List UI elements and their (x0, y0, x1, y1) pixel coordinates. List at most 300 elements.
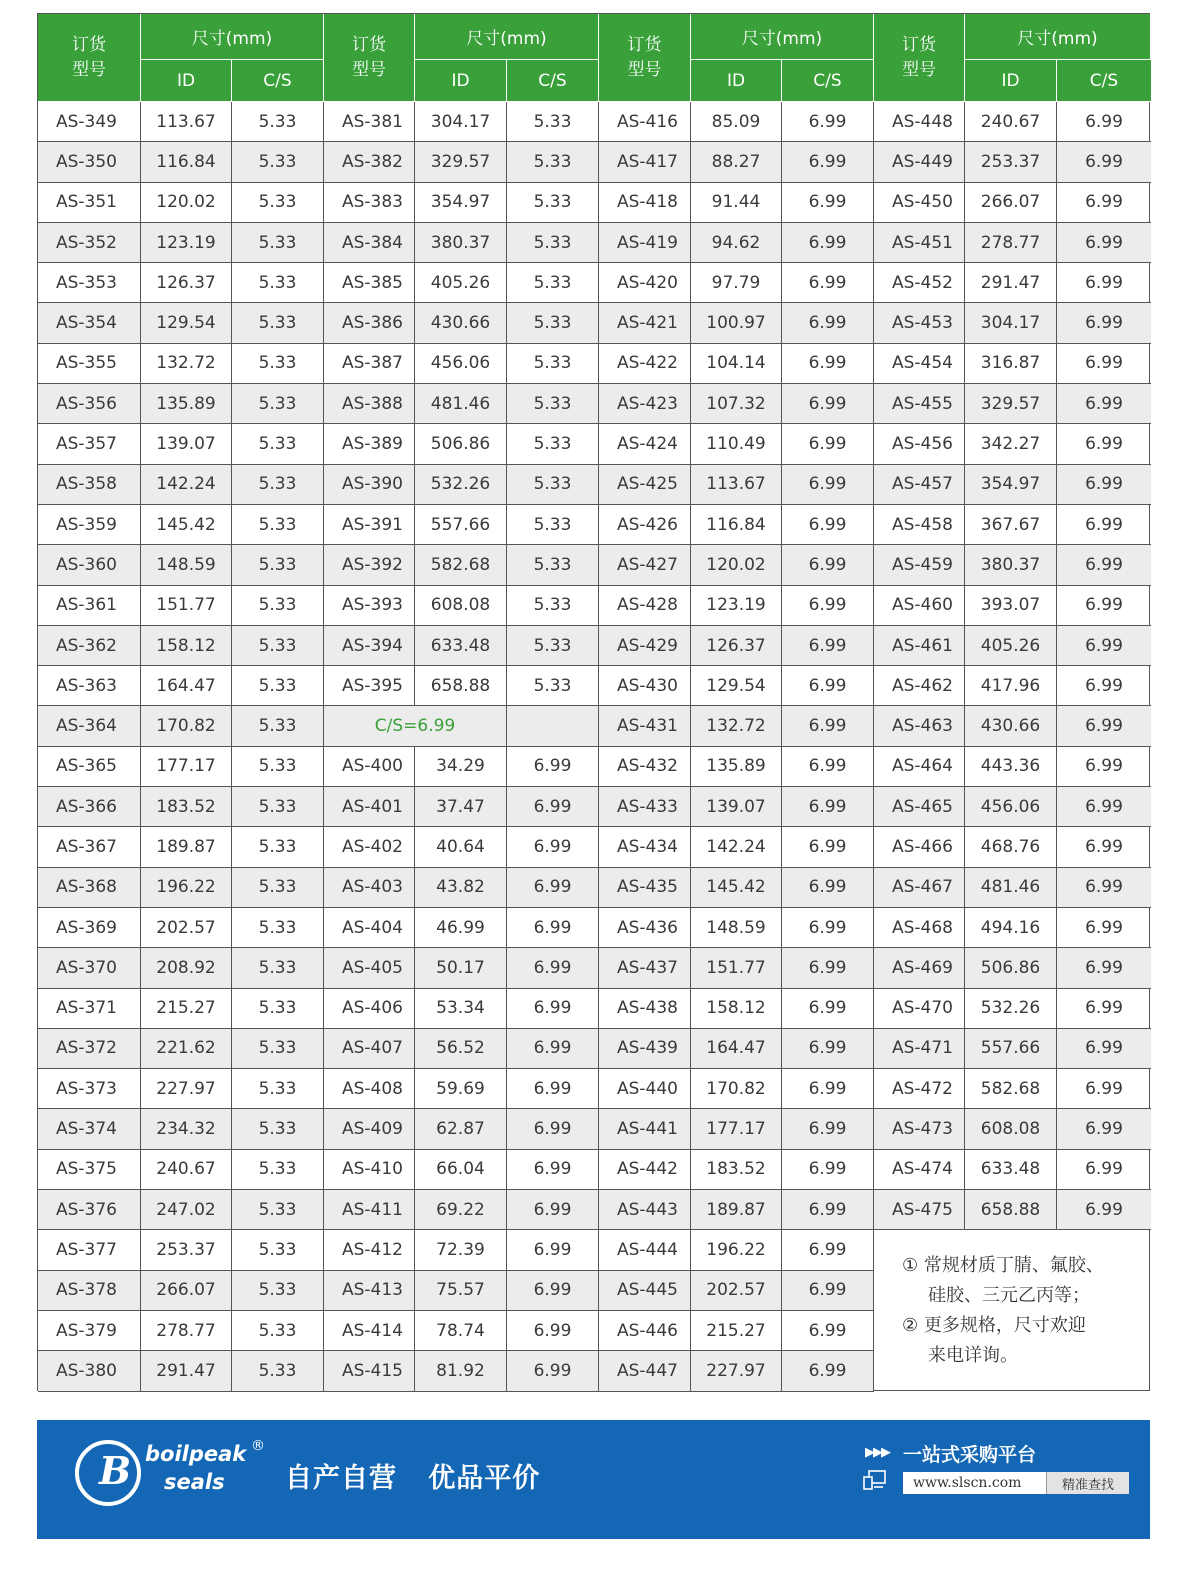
cs-cell: 6.99 (507, 1351, 599, 1391)
cs-cell: 6.99 (782, 706, 874, 746)
search-box[interactable] (903, 1472, 1129, 1494)
cs-cell: 6.99 (507, 747, 599, 787)
order-model-cell: AS-359 (38, 505, 141, 545)
header-order-model-label: 型号 (902, 59, 936, 80)
id-cell: 633.48 (415, 626, 507, 666)
order-model-cell: AS-363 (38, 666, 141, 706)
order-model-cell: AS-451 (874, 223, 965, 263)
brand-logo-icon: B (75, 1440, 141, 1506)
cs-cell: 6.99 (782, 908, 874, 948)
order-model-cell: AS-472 (874, 1069, 965, 1109)
id-cell: 132.72 (141, 344, 232, 384)
order-model-cell: AS-427 (599, 545, 691, 585)
note-line: 来电详询。 (928, 1344, 1018, 1366)
order-model-cell: AS-404 (324, 908, 415, 948)
id-cell: 53.34 (415, 989, 507, 1029)
order-model-cell: AS-378 (38, 1271, 141, 1311)
cs-cell: 6.99 (1057, 706, 1151, 746)
id-cell: 170.82 (141, 706, 232, 746)
cs-cell: 5.33 (507, 142, 599, 182)
header-size-mm: 尺寸(mm) (141, 14, 324, 60)
note-line: 硅胶、三元乙丙等； (928, 1284, 1090, 1306)
id-cell: 481.46 (965, 868, 1057, 908)
cs-cell: 5.33 (507, 102, 599, 142)
order-model-cell: AS-450 (874, 183, 965, 223)
order-model-cell: AS-352 (38, 223, 141, 263)
order-model-cell: AS-442 (599, 1150, 691, 1190)
id-cell: 202.57 (141, 908, 232, 948)
cs-cell: 6.99 (1057, 948, 1151, 988)
cs-cell: 6.99 (782, 1069, 874, 1109)
cs-cell: 5.33 (232, 223, 324, 263)
cs-cell: 5.33 (232, 183, 324, 223)
order-model-cell: AS-445 (599, 1271, 691, 1311)
cs-cell: 6.99 (1057, 303, 1151, 343)
cs-cell: 5.33 (232, 1230, 324, 1270)
cs-cell: 5.33 (232, 626, 324, 666)
order-model-cell: AS-428 (599, 586, 691, 626)
cs-cell: 5.33 (232, 908, 324, 948)
id-cell: 456.06 (965, 787, 1057, 827)
id-cell: 34.29 (415, 747, 507, 787)
cs-cell: 6.99 (782, 344, 874, 384)
order-model-cell: AS-387 (324, 344, 415, 384)
cs-cell: 5.33 (507, 586, 599, 626)
cs-cell: 5.33 (232, 263, 324, 303)
id-cell: 69.22 (415, 1190, 507, 1230)
id-cell: 129.54 (141, 303, 232, 343)
order-model-cell: AS-421 (599, 303, 691, 343)
section-label: C/S=6.99 (324, 706, 507, 746)
header-cs: C/S (507, 60, 599, 102)
cs-cell: 6.99 (782, 1351, 874, 1391)
order-model-cell: AS-353 (38, 263, 141, 303)
order-model-cell: AS-376 (38, 1190, 141, 1230)
id-cell: 354.97 (965, 465, 1057, 505)
order-model-cell: AS-390 (324, 465, 415, 505)
order-model-cell: AS-410 (324, 1150, 415, 1190)
id-cell: 532.26 (965, 989, 1057, 1029)
order-model-cell: AS-473 (874, 1109, 965, 1149)
cs-cell: 6.99 (1057, 626, 1151, 666)
id-cell: 234.32 (141, 1109, 232, 1149)
id-cell: 227.97 (141, 1069, 232, 1109)
cs-cell: 6.99 (782, 666, 874, 706)
cs-cell: 6.99 (507, 1311, 599, 1351)
id-cell: 506.86 (415, 424, 507, 464)
id-cell: 506.86 (965, 948, 1057, 988)
cs-cell: 6.99 (782, 626, 874, 666)
o-ring-size-table (37, 13, 1150, 1391)
id-cell: 196.22 (691, 1230, 782, 1270)
cs-cell: 6.99 (1057, 142, 1151, 182)
order-model-cell: AS-381 (324, 102, 415, 142)
id-cell: 430.66 (965, 706, 1057, 746)
order-model-cell: AS-405 (324, 948, 415, 988)
header-size-mm: 尺寸(mm) (965, 14, 1151, 60)
cs-cell: 5.33 (507, 626, 599, 666)
order-model-cell: AS-455 (874, 384, 965, 424)
order-model-cell: AS-360 (38, 545, 141, 585)
order-model-cell: AS-350 (38, 142, 141, 182)
order-model-cell: AS-433 (599, 787, 691, 827)
header-order-model-label: 订货 (72, 34, 106, 55)
cs-cell: 5.33 (507, 545, 599, 585)
cs-cell: 6.99 (507, 1150, 599, 1190)
order-model-cell: AS-374 (38, 1109, 141, 1149)
id-cell: 367.67 (965, 505, 1057, 545)
order-model-cell: AS-411 (324, 1190, 415, 1230)
id-cell: 658.88 (965, 1190, 1057, 1230)
order-model-cell: AS-452 (874, 263, 965, 303)
id-cell: 215.27 (141, 989, 232, 1029)
id-cell: 142.24 (691, 827, 782, 867)
cs-cell: 5.33 (232, 1271, 324, 1311)
cs-cell: 5.33 (232, 545, 324, 585)
id-cell: 456.06 (415, 344, 507, 384)
cs-cell: 6.99 (782, 868, 874, 908)
id-cell: 227.97 (691, 1351, 782, 1391)
cs-cell: 6.99 (1057, 263, 1151, 303)
order-model-cell: AS-466 (874, 827, 965, 867)
id-cell: 132.72 (691, 706, 782, 746)
order-model-cell: AS-413 (324, 1271, 415, 1311)
id-cell: 50.17 (415, 948, 507, 988)
cs-cell: 6.99 (782, 303, 874, 343)
id-cell: 62.87 (415, 1109, 507, 1149)
order-model-cell: AS-446 (599, 1311, 691, 1351)
id-cell: 608.08 (965, 1109, 1057, 1149)
order-model-cell: AS-393 (324, 586, 415, 626)
header-order-model-label: 型号 (72, 59, 106, 80)
order-model-cell: AS-394 (324, 626, 415, 666)
id-cell: 151.77 (691, 948, 782, 988)
cs-cell: 6.99 (1057, 183, 1151, 223)
id-cell: 113.67 (691, 465, 782, 505)
order-model-cell: AS-388 (324, 384, 415, 424)
order-model-cell: AS-371 (38, 989, 141, 1029)
order-model-cell: AS-425 (599, 465, 691, 505)
id-cell: 97.79 (691, 263, 782, 303)
id-cell: 177.17 (691, 1109, 782, 1149)
id-cell: 120.02 (691, 545, 782, 585)
cs-cell: 6.99 (782, 102, 874, 142)
order-model-cell: AS-449 (874, 142, 965, 182)
order-model-cell: AS-414 (324, 1311, 415, 1351)
order-model-cell: AS-415 (324, 1351, 415, 1391)
cs-cell: 5.33 (232, 1190, 324, 1230)
order-model-cell: AS-418 (599, 183, 691, 223)
cs-cell: 6.99 (507, 1190, 599, 1230)
id-cell: 126.37 (141, 263, 232, 303)
cs-cell: 5.33 (232, 1311, 324, 1351)
cs-cell: 6.99 (507, 908, 599, 948)
id-cell: 291.47 (965, 263, 1057, 303)
order-model-cell: AS-454 (874, 344, 965, 384)
cs-cell: 6.99 (507, 1069, 599, 1109)
id-cell: 417.96 (965, 666, 1057, 706)
id-cell: 582.68 (965, 1069, 1057, 1109)
cs-cell: 5.33 (232, 384, 324, 424)
cs-cell: 5.33 (232, 102, 324, 142)
header-id: ID (141, 60, 232, 102)
id-cell: 557.66 (415, 505, 507, 545)
order-model-cell: AS-432 (599, 747, 691, 787)
order-model-cell: AS-407 (324, 1029, 415, 1069)
id-cell: 633.48 (965, 1150, 1057, 1190)
order-model-cell: AS-444 (599, 1230, 691, 1270)
brand-name: boilpeak (145, 1442, 247, 1466)
cs-cell: 6.99 (507, 1109, 599, 1149)
cs-cell: 6.99 (782, 465, 874, 505)
id-cell: 145.42 (141, 505, 232, 545)
id-cell: 189.87 (691, 1190, 782, 1230)
order-model-cell: AS-382 (324, 142, 415, 182)
id-cell: 91.44 (691, 183, 782, 223)
cs-cell: 5.33 (232, 868, 324, 908)
order-model-cell: AS-471 (874, 1029, 965, 1069)
header-order-model-label: 订货 (352, 34, 386, 55)
id-cell: 658.88 (415, 666, 507, 706)
cs-cell: 5.33 (232, 747, 324, 787)
cs-cell: 6.99 (507, 1230, 599, 1270)
order-model-cell: AS-373 (38, 1069, 141, 1109)
order-model-cell: AS-456 (874, 424, 965, 464)
order-model-cell: AS-426 (599, 505, 691, 545)
order-model-cell: AS-438 (599, 989, 691, 1029)
id-cell: 120.02 (141, 183, 232, 223)
order-model-cell: AS-469 (874, 948, 965, 988)
id-cell: 183.52 (141, 787, 232, 827)
cs-cell: 5.33 (232, 465, 324, 505)
id-cell: 75.57 (415, 1271, 507, 1311)
order-model-cell: AS-457 (874, 465, 965, 505)
brand-subname: seals (164, 1470, 225, 1494)
id-cell: 170.82 (691, 1069, 782, 1109)
order-model-cell: AS-395 (324, 666, 415, 706)
order-model-cell: AS-403 (324, 868, 415, 908)
id-cell: 240.67 (965, 102, 1057, 142)
id-cell: 316.87 (965, 344, 1057, 384)
order-model-cell: AS-436 (599, 908, 691, 948)
cs-cell: 6.99 (782, 1311, 874, 1351)
cs-cell: 5.33 (232, 1351, 324, 1391)
cs-cell: 6.99 (1057, 586, 1151, 626)
order-model-cell: AS-357 (38, 424, 141, 464)
cs-cell: 5.33 (507, 465, 599, 505)
order-model-cell: AS-435 (599, 868, 691, 908)
id-cell: 164.47 (141, 666, 232, 706)
id-cell: 304.17 (415, 102, 507, 142)
order-model-cell: AS-389 (324, 424, 415, 464)
order-model-cell: AS-441 (599, 1109, 691, 1149)
cs-cell: 6.99 (1057, 102, 1151, 142)
header-order-model (874, 14, 965, 102)
order-model-cell: AS-402 (324, 827, 415, 867)
header-id: ID (691, 60, 782, 102)
cs-cell: 6.99 (507, 827, 599, 867)
note-line: ② 更多规格，尺寸欢迎 (902, 1314, 1086, 1336)
id-cell: 148.59 (691, 908, 782, 948)
id-cell: 88.27 (691, 142, 782, 182)
cs-cell: 6.99 (507, 868, 599, 908)
id-cell: 532.26 (415, 465, 507, 505)
id-cell: 104.14 (691, 344, 782, 384)
cs-cell: 6.99 (1057, 505, 1151, 545)
order-model-cell: AS-474 (874, 1150, 965, 1190)
id-cell: 247.02 (141, 1190, 232, 1230)
id-cell: 304.17 (965, 303, 1057, 343)
cs-cell: 6.99 (507, 787, 599, 827)
cs-cell: 6.99 (782, 424, 874, 464)
order-model-cell: AS-408 (324, 1069, 415, 1109)
cs-cell: 5.33 (507, 303, 599, 343)
cs-cell: 6.99 (507, 1271, 599, 1311)
id-cell: 253.37 (965, 142, 1057, 182)
cs-cell: 6.99 (782, 1109, 874, 1149)
order-model-cell: AS-416 (599, 102, 691, 142)
cs-cell: 6.99 (782, 183, 874, 223)
cs-cell: 6.99 (782, 263, 874, 303)
cs-cell: 6.99 (1057, 344, 1151, 384)
cs-cell: 6.99 (1057, 1029, 1151, 1069)
registered-mark: ® (251, 1438, 265, 1454)
id-cell: 221.62 (141, 1029, 232, 1069)
order-model-cell: AS-369 (38, 908, 141, 948)
cs-cell: 6.99 (1057, 384, 1151, 424)
order-model-cell: AS-430 (599, 666, 691, 706)
order-model-cell: AS-370 (38, 948, 141, 988)
header-cs: C/S (232, 60, 324, 102)
header-cs: C/S (1057, 60, 1151, 102)
cs-cell: 5.33 (232, 1150, 324, 1190)
search-button[interactable]: 精准查找 (1046, 1472, 1129, 1494)
note-line: ① 常规材质丁腈、氟胶、 (902, 1254, 1104, 1276)
order-model-cell: AS-468 (874, 908, 965, 948)
cs-cell: 6.99 (782, 787, 874, 827)
id-cell: 208.92 (141, 948, 232, 988)
order-model-cell: AS-443 (599, 1190, 691, 1230)
cs-cell: 5.33 (507, 384, 599, 424)
order-model-cell: AS-412 (324, 1230, 415, 1270)
cs-cell: 6.99 (782, 1150, 874, 1190)
header-order-model (38, 14, 141, 102)
id-cell: 608.08 (415, 586, 507, 626)
site-url[interactable]: www.slscn.com (913, 1475, 1022, 1491)
cs-cell: 6.99 (782, 586, 874, 626)
cs-cell: 5.33 (232, 505, 324, 545)
cs-cell: 5.33 (232, 1029, 324, 1069)
cs-cell: 5.33 (232, 586, 324, 626)
order-model-cell: AS-366 (38, 787, 141, 827)
order-model-cell: AS-458 (874, 505, 965, 545)
order-model-cell: AS-460 (874, 586, 965, 626)
id-cell: 240.67 (141, 1150, 232, 1190)
cs-cell: 5.33 (232, 344, 324, 384)
devices-icon (863, 1470, 887, 1490)
order-model-cell: AS-377 (38, 1230, 141, 1270)
header-order-model-label: 订货 (627, 34, 662, 55)
cs-cell: 6.99 (1057, 1190, 1151, 1230)
id-cell: 40.64 (415, 827, 507, 867)
order-model-cell: AS-419 (599, 223, 691, 263)
id-cell: 393.07 (965, 586, 1057, 626)
header-size-mm: 尺寸(mm) (415, 14, 599, 60)
cs-cell: 6.99 (782, 505, 874, 545)
cs-cell: 6.99 (782, 948, 874, 988)
id-cell: 56.52 (415, 1029, 507, 1069)
order-model-cell: AS-417 (599, 142, 691, 182)
order-model-cell: AS-470 (874, 989, 965, 1029)
order-model-cell: AS-424 (599, 424, 691, 464)
id-cell: 78.74 (415, 1311, 507, 1351)
slogan: 自产自营 优品平价 (285, 1463, 541, 1494)
table-cell-empty (507, 706, 599, 746)
order-model-cell: AS-386 (324, 303, 415, 343)
cs-cell: 6.99 (1057, 223, 1151, 263)
order-model-cell: AS-372 (38, 1029, 141, 1069)
id-cell: 37.47 (415, 787, 507, 827)
order-model-cell: AS-409 (324, 1109, 415, 1149)
id-cell: 135.89 (691, 747, 782, 787)
cs-cell: 5.33 (232, 706, 324, 746)
header-order-model (599, 14, 691, 102)
order-model-cell: AS-392 (324, 545, 415, 585)
cs-cell: 6.99 (782, 747, 874, 787)
header-order-model-label: 订货 (902, 34, 936, 55)
order-model-cell: AS-447 (599, 1351, 691, 1391)
cs-cell: 5.33 (232, 1069, 324, 1109)
cs-cell: 6.99 (1057, 666, 1151, 706)
id-cell: 196.22 (141, 868, 232, 908)
cs-cell: 6.99 (782, 1230, 874, 1270)
id-cell: 342.27 (965, 424, 1057, 464)
id-cell: 139.07 (141, 424, 232, 464)
platform-title: 一站式采购平台 (903, 1444, 1037, 1466)
order-model-cell: AS-448 (874, 102, 965, 142)
id-cell: 189.87 (141, 827, 232, 867)
id-cell: 291.47 (141, 1351, 232, 1391)
cs-cell: 5.33 (507, 505, 599, 545)
order-model-cell: AS-453 (874, 303, 965, 343)
order-model-cell: AS-440 (599, 1069, 691, 1109)
order-model-cell: AS-358 (38, 465, 141, 505)
id-cell: 158.12 (691, 989, 782, 1029)
cs-cell: 5.33 (232, 303, 324, 343)
id-cell: 46.99 (415, 908, 507, 948)
id-cell: 123.19 (691, 586, 782, 626)
id-cell: 329.57 (965, 384, 1057, 424)
order-model-cell: AS-356 (38, 384, 141, 424)
cs-cell: 6.99 (1057, 465, 1151, 505)
cs-cell: 5.33 (507, 223, 599, 263)
cs-cell: 6.99 (782, 1271, 874, 1311)
order-model-cell: AS-354 (38, 303, 141, 343)
id-cell: 107.32 (691, 384, 782, 424)
cs-cell: 5.33 (232, 666, 324, 706)
order-model-cell: AS-422 (599, 344, 691, 384)
order-model-cell: AS-439 (599, 1029, 691, 1069)
header-order-model-label: 型号 (352, 59, 386, 80)
order-model-cell: AS-434 (599, 827, 691, 867)
id-cell: 100.97 (691, 303, 782, 343)
order-model-cell: AS-379 (38, 1311, 141, 1351)
header-size-mm: 尺寸(mm) (691, 14, 874, 60)
cs-cell: 5.33 (507, 344, 599, 384)
id-cell: 43.82 (415, 868, 507, 908)
id-cell: 116.84 (691, 505, 782, 545)
cs-cell: 6.99 (782, 142, 874, 182)
